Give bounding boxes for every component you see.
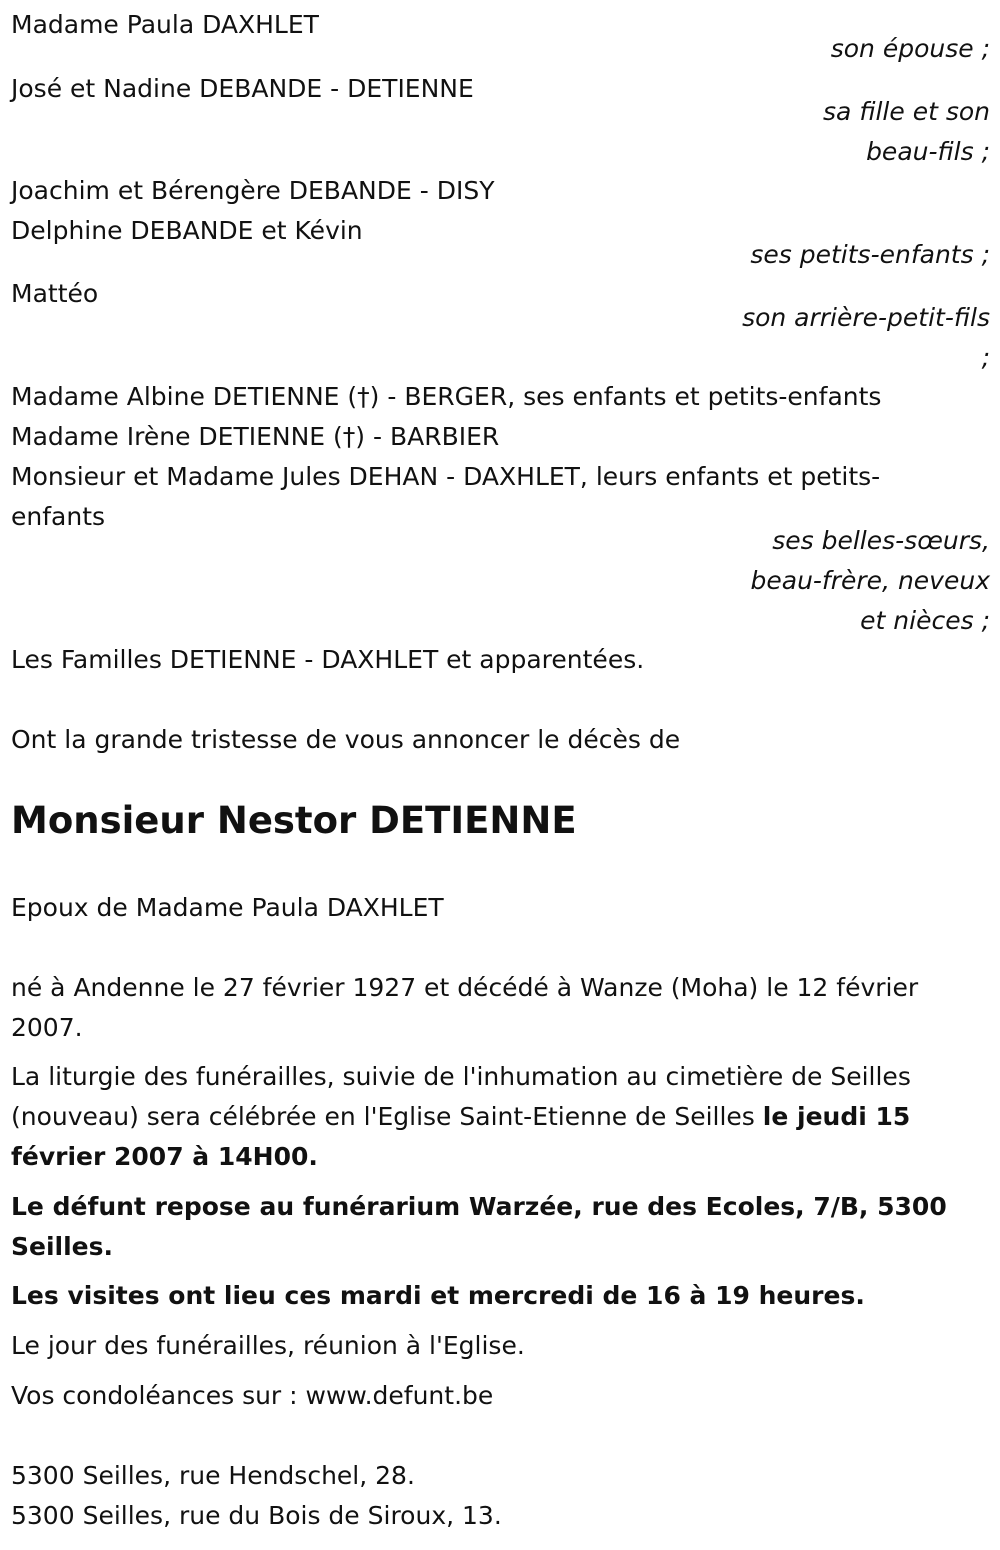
family-grandchildren-1: Joachim et Bérengère DEBANDE - DISY	[11, 176, 495, 205]
role-grandchildren: ses petits-enfants ;	[750, 240, 990, 269]
visits-line: Les visites ont lieu ces mardi et mercredi de 16 à 19 heures.	[11, 1281, 865, 1310]
liturgy-line-2-text: (nouveau) sera célébrée en l'Eglise Saint-Etienne de Seilles	[11, 1102, 763, 1131]
family-brother-in-law-1: Monsieur et Madame Jules DEHAN - DAXHLET, leurs enfants et petits-	[11, 462, 881, 491]
meeting-line: Le jour des funérailles, réunion à l'Eglise.	[11, 1331, 525, 1360]
liturgy-time: février 2007 à 14H00.	[11, 1142, 318, 1171]
role-in-laws-1: ses belles-sœurs,	[772, 526, 990, 555]
family-sister-in-law-1: Madame Albine DETIENNE (†) - BERGER, ses enfants et petits-enfants	[11, 382, 882, 411]
address-1: 5300 Seilles, rue Hendschel, 28.	[11, 1461, 415, 1490]
rest-line-2: Seilles.	[11, 1232, 114, 1261]
role-in-laws-3: et nièces ;	[860, 606, 990, 635]
condolences-line: Vos condoléances sur : www.defunt.be	[11, 1381, 494, 1410]
rest-line-1: Le défunt repose au funérarium Warzée, rue des Ecoles, 7/B, 5300	[11, 1192, 947, 1221]
liturgy-date: le jeudi 15	[762, 1102, 911, 1131]
role-spouse: son épouse ;	[830, 34, 990, 63]
family-great-grandchild: Mattéo	[11, 279, 99, 308]
spouse-line: Epoux de Madame Paula DAXHLET	[11, 893, 444, 922]
liturgy-line-2	[11, 1097, 910, 1137]
liturgy-line-1: La liturgie des funérailles, suivie de l'inhumation au cimetière de Seilles	[11, 1062, 911, 1091]
role-daughter-1: sa fille et son	[823, 97, 990, 126]
role-great-grandchild-2: ;	[981, 343, 990, 372]
role-great-grandchild-1: son arrière-petit-fils	[742, 303, 990, 332]
address-2: 5300 Seilles, rue du Bois de Siroux, 13.	[11, 1501, 502, 1530]
birth-death-line-2: 2007.	[11, 1013, 83, 1042]
birth-death-line-1: né à Andenne le 27 février 1927 et décédé à Wanze (Moha) le 12 février	[11, 973, 919, 1002]
family-daughter: José et Nadine DEBANDE - DETIENNE	[11, 74, 474, 103]
deceased-name: Monsieur Nestor DETIENNE	[11, 799, 577, 842]
role-daughter-2: beau-fils ;	[866, 137, 990, 166]
role-in-laws-2: beau-frère, neveux	[750, 566, 990, 595]
family-related: Les Familles DETIENNE - DAXHLET et apparentées.	[11, 645, 645, 674]
family-brother-in-law-2: enfants	[11, 502, 106, 531]
family-spouse: Madame Paula DAXHLET	[11, 10, 319, 39]
family-sister-in-law-2: Madame Irène DETIENNE (†) - BARBIER	[11, 422, 500, 451]
family-grandchildren-2: Delphine DEBANDE et Kévin	[11, 216, 363, 245]
announcement-text: Ont la grande tristesse de vous annoncer le décès de	[11, 725, 681, 754]
